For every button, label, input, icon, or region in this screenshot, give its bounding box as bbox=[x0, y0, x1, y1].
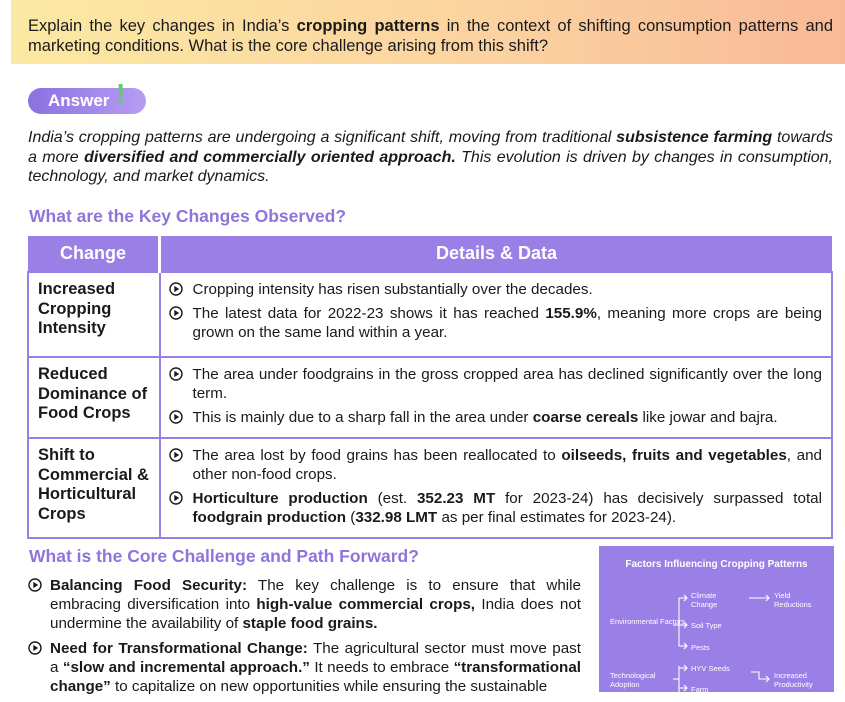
hyv-seeds-label: HYV Seeds bbox=[691, 664, 730, 673]
bullet-keyword: Horticulture production bbox=[192, 490, 368, 507]
bullet-text: for 2023-24) has decisively surpassed total bbox=[495, 490, 822, 507]
key-changes-heading: What are the Key Changes Observed? bbox=[29, 206, 347, 226]
bullet-item bbox=[169, 280, 823, 299]
table-row bbox=[28, 272, 832, 357]
bullet-keyword: staple food grains. bbox=[242, 615, 378, 632]
climate-change-label: Climate Change bbox=[691, 591, 718, 609]
core-challenge-heading: What is the Core Challenge and Path Forward? bbox=[29, 546, 419, 566]
table-row bbox=[28, 438, 832, 538]
soil-type-label: Soil Type bbox=[691, 621, 722, 630]
bullet-text: The area lost by food grains has been reallocated to bbox=[192, 447, 562, 464]
bullet-keyword: 155.9% bbox=[545, 305, 597, 322]
cropping-factors-infographic bbox=[599, 546, 834, 692]
infographic-title: Factors Influencing Cropping Patterns bbox=[625, 559, 808, 570]
bullet-text: to capitalize on new opportunities while ensuring the sustainable bbox=[110, 678, 548, 695]
question-part: Explain the key changes in India’s bbox=[28, 17, 297, 35]
intro-keyword: subsistence farming bbox=[616, 129, 773, 146]
bullet-text: (est. bbox=[367, 490, 417, 507]
bullet-text: Cropping intensity has risen substantially over the decades. bbox=[192, 281, 593, 298]
bullet-keyword: coarse cereals bbox=[532, 409, 639, 426]
change-cell: Shift to Commercial & Horticultural Crops bbox=[28, 438, 160, 538]
question-keyword: cropping patterns bbox=[296, 17, 440, 35]
technological-adoption-label: Technological Adoption bbox=[610, 671, 656, 689]
details-cell bbox=[160, 357, 833, 438]
play-circle-icon bbox=[169, 306, 183, 320]
answer-badge bbox=[28, 78, 146, 114]
question-text bbox=[28, 16, 833, 56]
core-challenge-list bbox=[28, 576, 581, 702]
bullet-keyword: “slow and incremental approach.” bbox=[62, 659, 310, 676]
bullet-keyword: “transformational change” bbox=[50, 659, 581, 695]
bullet-keyword: Need for Transformational Change: bbox=[50, 640, 308, 657]
bullet-text: , and other non-food crops. bbox=[192, 447, 823, 483]
bullet-item bbox=[28, 639, 581, 696]
answer-label: Answer bbox=[48, 91, 110, 110]
bullet-keyword: Balancing Food Security: bbox=[50, 577, 248, 594]
play-circle-icon bbox=[169, 448, 183, 462]
bullet-item bbox=[169, 446, 823, 484]
bullet-text: ( bbox=[346, 509, 356, 526]
play-circle-icon bbox=[169, 491, 183, 505]
details-cell bbox=[160, 272, 833, 357]
environmental-factors-label: Environmental Factors bbox=[610, 617, 686, 626]
column-header-details: Details & Data bbox=[160, 236, 833, 272]
pests-label: Pests bbox=[691, 643, 710, 652]
bullet-text: , meaning more crops are being grown on the same land within a year. bbox=[192, 305, 822, 341]
bullet-keyword: high-value commercial crops, bbox=[256, 596, 476, 613]
change-cell: Increased Cropping Intensity bbox=[28, 272, 160, 357]
bullet-text: It needs to embrace bbox=[309, 659, 454, 676]
farm-label: Farm bbox=[691, 685, 709, 692]
bullet-text: The key challenge is to ensure that while embracing diversification into bbox=[50, 577, 581, 613]
key-changes-table bbox=[27, 236, 833, 539]
play-circle-icon bbox=[28, 578, 42, 592]
intro-part: This evolution is driven by changes in consumption, technology, and market dynamics. bbox=[28, 148, 833, 185]
bullet-text: like jowar and bajra. bbox=[638, 409, 778, 426]
bullet-item bbox=[28, 576, 581, 633]
bullet-item bbox=[169, 408, 823, 427]
bullet-item bbox=[169, 304, 823, 342]
play-circle-icon bbox=[169, 410, 183, 424]
bullet-item bbox=[169, 365, 823, 403]
intro-part: India’s cropping patterns are undergoing a significant shift, moving from traditional bbox=[28, 129, 617, 146]
bullet-keyword: 332.98 LMT bbox=[355, 509, 438, 526]
bullet-keyword: oilseeds, fruits and vegetables bbox=[561, 447, 787, 464]
increased-productivity-label: Increased Productivity bbox=[774, 671, 813, 689]
bullet-text: as per final estimates for 2023-24). bbox=[437, 509, 677, 526]
table-row bbox=[28, 357, 832, 438]
bullet-keyword: foodgrain production bbox=[192, 509, 347, 526]
table-header-row bbox=[28, 236, 832, 272]
bullet-text: The area under foodgrains in the gross cropped area has declined significantly over the long term. bbox=[192, 366, 822, 402]
play-circle-icon bbox=[28, 641, 42, 655]
bullet-text: This is mainly due to a sharp fall in the area under bbox=[192, 409, 533, 426]
yield-reductions-label: Yield Reductions bbox=[774, 591, 812, 609]
change-cell: Reduced Dominance of Food Crops bbox=[28, 357, 160, 438]
play-circle-icon bbox=[169, 367, 183, 381]
bullet-item bbox=[169, 489, 823, 527]
bullet-text: The agricultural sector must move past a bbox=[50, 640, 581, 676]
intro-paragraph bbox=[28, 128, 833, 187]
exclamation-icon: ! bbox=[116, 78, 126, 109]
question-part: in the context of shifting consumption patterns and marketing conditions. What is the core challenge arising from this shift? bbox=[28, 17, 833, 55]
details-cell bbox=[160, 438, 833, 538]
bullet-keyword: 352.23 MT bbox=[416, 490, 496, 507]
play-circle-icon bbox=[169, 282, 183, 296]
intro-part: towards a more bbox=[28, 129, 834, 166]
intro-keyword: diversified and commercially oriented approach. bbox=[84, 148, 456, 166]
column-header-change: Change bbox=[28, 236, 160, 272]
bullet-text: India does not undermine the availability of bbox=[50, 596, 581, 632]
bullet-text: The latest data for 2022-23 shows it has reached bbox=[192, 305, 546, 322]
